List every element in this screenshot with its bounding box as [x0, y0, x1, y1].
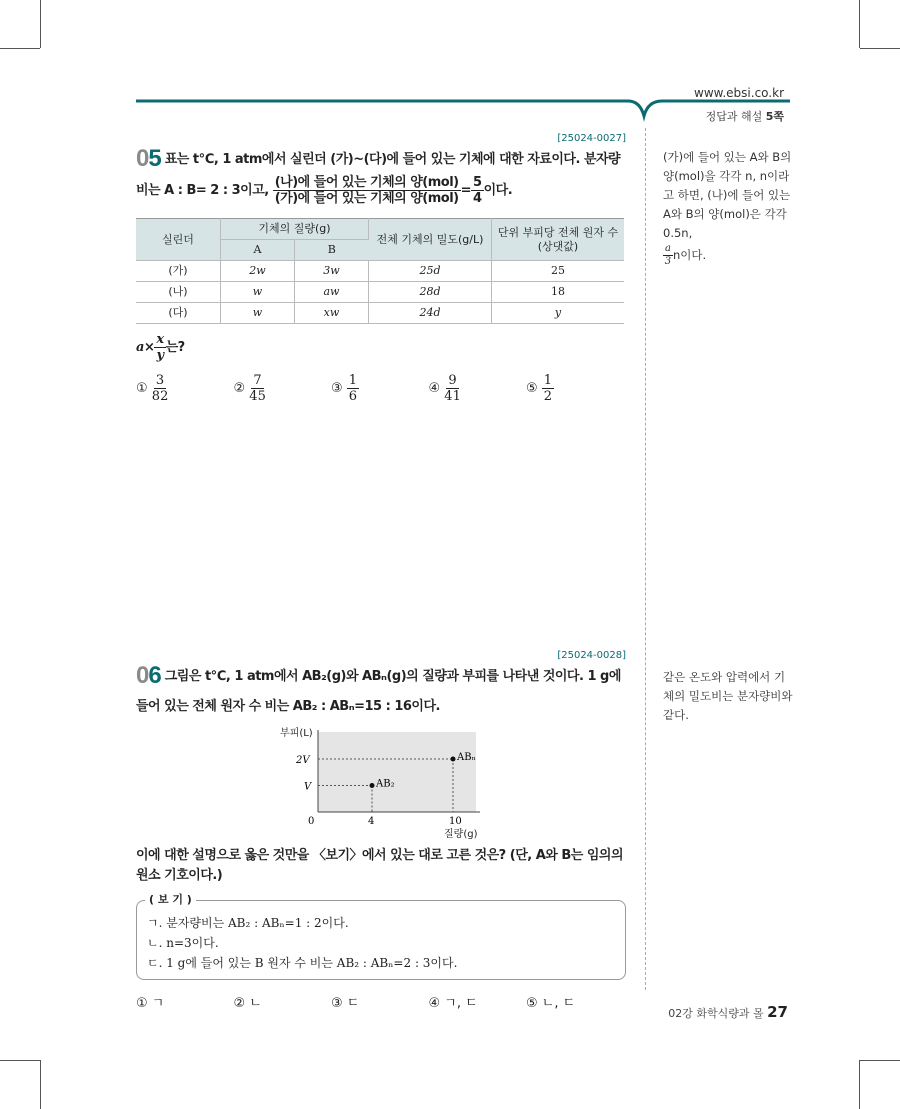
site-url: www.ebsi.co.kr	[694, 86, 784, 100]
q05-code: [25024-0027]	[557, 133, 626, 144]
x-tick-label: 10	[449, 816, 462, 827]
answer-reference: 정답과 해설 5쪽	[705, 110, 784, 123]
volume-mass-graph	[280, 724, 500, 842]
data-point	[451, 757, 456, 762]
crop-mark	[859, 1060, 860, 1109]
example-box-title: ( 보 기 )	[145, 892, 196, 908]
q06-choices	[136, 992, 631, 1011]
q06-stem	[136, 662, 631, 722]
q05-data-table: 실린더 기체의 질량(g) 전체 기체의 밀도(g/L) 단위 부피당 전체 원자 수 (상댓값) A B (가) 2w 3w 25d 25 (나) w aw 28d 18 (다) w xw 24d y	[136, 218, 624, 324]
column-divider	[645, 128, 646, 990]
point-label: AB₂	[376, 778, 395, 790]
x-tick-label: 4	[368, 816, 375, 827]
y-axis-label: 부피(L)	[280, 728, 313, 739]
q06-prompt: 이에 대한 설명으로 옳은 것만을 〈보기〉에서 있는 대로 고른 것은? (단, A와 B는 임의의 원소 기호이다.)	[136, 848, 624, 883]
q06-line1: 그림은 t℃, 1 atm에서 AB₂(g)와 ABₙ(g)의 질량과 부피를 나타낸 것이다. 1 g에 들어 있는	[136, 669, 621, 714]
q06-choice-3[interactable]: ③ ㄷ	[331, 996, 360, 1011]
table-row: (다) w xw 24d y	[136, 303, 624, 324]
q06-choice-4[interactable]: ④ ㄱ, ㄷ	[428, 996, 478, 1011]
q05-side-note: (가)에 들어 있는 A와 B의 양(mol)을 각각 n, n이라고 하면, (나)에 들어 있는 A와 B의 양(mol)은 각각 0.5n, $\frac{a}{3}$ n이다.	[663, 150, 792, 267]
q06-choice-1[interactable]: ① ㄱ	[136, 996, 165, 1011]
q05-choices	[136, 373, 626, 404]
q05-block	[136, 133, 626, 404]
point-label: ABₙ	[457, 752, 476, 763]
crop-mark	[860, 1060, 900, 1061]
q06-block	[136, 650, 631, 1011]
q05-number: 05	[136, 145, 161, 172]
example-box	[136, 893, 626, 980]
q06-line2: 전체 원자 수 비는 AB₂ : ABₙ=15 : 16이다.	[192, 699, 440, 714]
q06-side-note: 같은 온도와 압력에서 기체의 밀도비는 분자량비와 같다.	[663, 670, 793, 722]
q06-choice-5[interactable]: ⑤ ㄴ, ㄷ	[526, 996, 576, 1011]
chapter-title: 02강 화학식량과 몰	[668, 1007, 764, 1020]
table-row: (가) 2w 3w 25d 25	[136, 261, 624, 282]
q06-choice-2[interactable]: ② ㄴ	[233, 996, 262, 1011]
q05-stem	[136, 145, 626, 206]
statement: ㄷ. 1 g에 들어 있는 B 원자 수 비는 AB₂ : ABₙ=2 : 3이다.	[147, 956, 458, 970]
q05-choice-5[interactable]: ⑤ $\frac{1}{2}$	[526, 373, 553, 404]
crop-mark	[40, 1060, 41, 1109]
plot-area	[318, 732, 476, 812]
q05-line1: 표는 t℃, 1 atm에서 실린더 (가)~(다)에 들어 있는 기체에 대한 자료이다. 분자량비는 A : B=	[136, 152, 621, 198]
q05-choice-2[interactable]: ② $\frac{7}{45}$	[233, 373, 266, 404]
crop-mark	[0, 1060, 40, 1061]
x-axis-label: 질량(g)	[444, 829, 478, 840]
footer	[668, 1003, 788, 1021]
statement: ㄱ. 분자량비는 AB₂ : ABₙ=1 : 2이다.	[147, 916, 349, 930]
q05-choice-1[interactable]: ① $\frac{3}{82}$	[136, 373, 169, 404]
page-number: 27	[767, 1003, 788, 1021]
statement: ㄴ. n=3이다.	[147, 936, 219, 950]
q05-choice-3[interactable]: ③ $\frac{1}{6}$	[331, 373, 358, 404]
data-point	[370, 783, 375, 788]
table-row: (나) w aw 28d 18	[136, 282, 624, 303]
statement-list	[147, 913, 617, 973]
y-tick-label: 2V	[296, 755, 310, 766]
origin-label: 0	[308, 816, 315, 827]
q05-choice-4[interactable]: ④ $\frac{9}{41}$	[428, 373, 461, 404]
q05-question: a× $\frac{x}{y}$ 는?	[136, 332, 185, 363]
q05-line2: 2 : 3이고, $\frac{\text{(나)에 들어 있는 기체의 양(mol)}}{\text{(가)에 들어 있는 기체의 양(mol)}}$ = $\frac{5}{4}$ 이다.	[210, 175, 513, 206]
y-tick-label: V	[304, 781, 312, 793]
q06-code: [25024-0028]	[557, 650, 626, 661]
q06-number: 06	[136, 662, 161, 689]
